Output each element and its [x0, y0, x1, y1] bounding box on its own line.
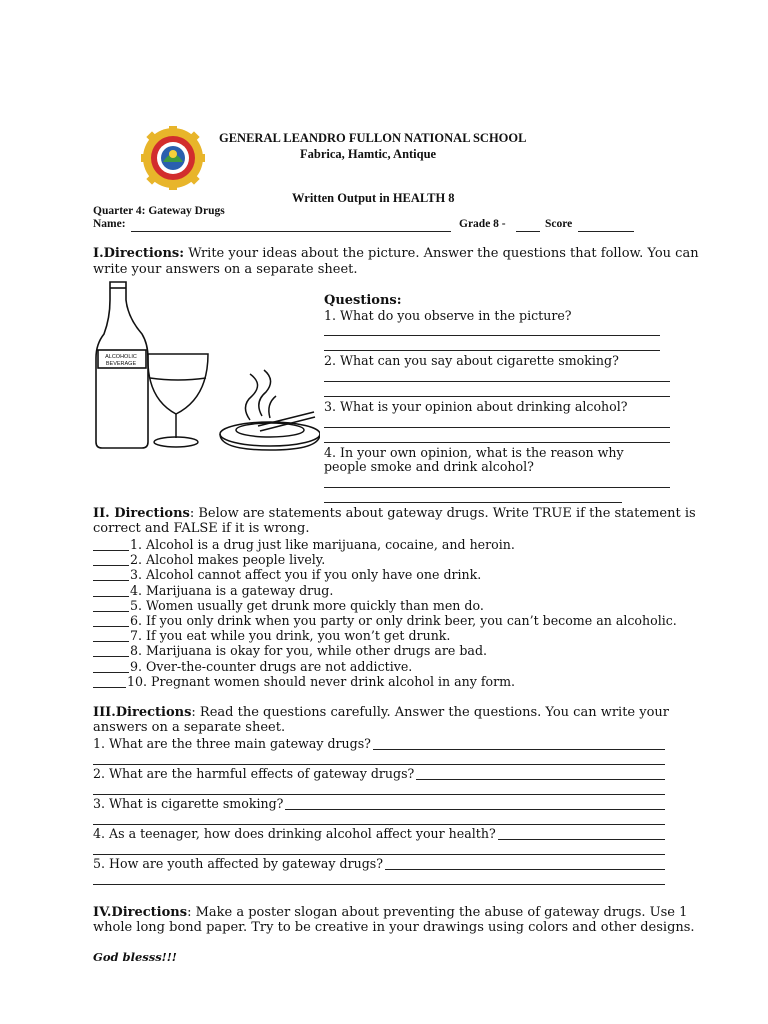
questions-heading: Questions:: [324, 293, 402, 308]
answer-line[interactable]: [498, 839, 665, 840]
part3-directions: [93, 705, 669, 720]
part3-question: 5. How are youth affected by gateway drugs?: [93, 856, 384, 871]
part3-question: 4. As a teenager, how does drinking alcohol affect your health?: [93, 826, 496, 841]
answer-line[interactable]: [324, 427, 670, 428]
part2-text-line2: correct and FALSE if it is wrong.: [93, 521, 310, 536]
part1-question-1: 1. What do you observe in the picture?: [324, 308, 572, 323]
answer-blank[interactable]: [93, 550, 129, 551]
true-false-item: 6. If you only drink when you party or only drink beer, you can’t become an alcoholic.: [130, 613, 677, 628]
answer-blank[interactable]: [93, 565, 129, 566]
score-label: Score: [545, 218, 573, 230]
part1-question-4-line1: 4. In your own opinion, what is the reason why: [324, 445, 624, 460]
answer-line[interactable]: [385, 869, 665, 870]
school-name: GENERAL LEANDRO FULLON NATIONAL SCHOOL: [219, 131, 527, 145]
bottle-glass-ashtray-illustration: [90, 278, 320, 460]
true-false-item: 1. Alcohol is a drug just like marijuana, cocaine, and heroin.: [130, 537, 515, 552]
school-logo: [141, 126, 205, 190]
answer-blank[interactable]: [93, 641, 129, 642]
answer-line[interactable]: [324, 381, 670, 382]
answer-line[interactable]: [285, 809, 665, 810]
part1-directions: [93, 246, 699, 261]
part4-directions: [93, 905, 687, 920]
true-false-item: 10. Pregnant women should never drink alcohol in any form.: [127, 673, 516, 689]
part1-heading: I.Directions:: [93, 246, 185, 261]
part1-text-line1: Write your ideas about the picture. Answer the questions that follow. You can: [188, 246, 699, 261]
answer-line[interactable]: [93, 794, 665, 795]
answer-line[interactable]: [324, 396, 670, 397]
name-label: Name:: [93, 218, 126, 230]
school-address: Fabrica, Hamtic, Antique: [300, 147, 437, 161]
name-field[interactable]: [131, 231, 451, 232]
answer-blank[interactable]: [93, 687, 126, 688]
part2-directions: [93, 506, 696, 521]
answer-line[interactable]: [93, 824, 665, 825]
true-false-item: 2. Alcohol makes people lively.: [130, 552, 326, 568]
answer-blank[interactable]: [93, 656, 129, 657]
part1-question-4-line2: people smoke and drink alcohol?: [324, 459, 534, 474]
school-seal-icon: [141, 126, 205, 190]
answer-line[interactable]: [324, 442, 670, 443]
part3-question: 3. What is cigarette smoking?: [93, 796, 284, 811]
answer-line[interactable]: [93, 764, 665, 765]
part3-text-line1: : Read the questions carefully. Answer the questions. You can write your: [191, 705, 670, 720]
part1-question-2: 2. What can you say about cigarette smoking?: [324, 353, 619, 368]
answer-line[interactable]: [324, 487, 670, 488]
part4-heading: IV.Directions: [93, 905, 188, 920]
part3-question: 2. What are the harmful effects of gateway drugs?: [93, 766, 415, 781]
true-false-item: 4. Marijuana is a gateway drug.: [130, 582, 334, 598]
answer-blank[interactable]: [93, 596, 129, 597]
part3-text-line2: answers on a separate sheet.: [93, 720, 286, 735]
answer-line[interactable]: [416, 779, 665, 780]
part1-question-3: 3. What is your opinion about drinking alcohol?: [324, 399, 628, 414]
answer-blank[interactable]: [93, 672, 129, 673]
bottle-label-line1: ALCOHOLIC: [105, 354, 137, 360]
answer-line[interactable]: [324, 335, 660, 336]
answer-blank[interactable]: [93, 611, 129, 612]
grade-label: Grade 8 -: [459, 218, 506, 230]
score-field[interactable]: [578, 231, 634, 232]
part4-text-line1: : Make a poster slogan about preventing the abuse of gateway drugs. Use 1: [187, 905, 688, 920]
true-false-item: 8. Marijuana is okay for you, while other drugs are bad.: [130, 643, 488, 659]
quarter-label: Quarter 4: Gateway Drugs: [93, 205, 225, 217]
answer-line[interactable]: [373, 749, 665, 750]
true-false-item: 5. Women usually get drunk more quickly than men do.: [130, 597, 484, 613]
answer-blank[interactable]: [93, 580, 129, 581]
answer-blank[interactable]: [93, 626, 129, 627]
part4-text-line2: whole long bond paper. Try to be creative in your drawings using colors and other designs.: [93, 920, 695, 935]
bottle-label-line2: BEVERAGE: [105, 361, 137, 367]
answer-line[interactable]: [324, 350, 660, 351]
part1-text-line2: write your answers on a separate sheet.: [93, 262, 358, 277]
true-false-item: 9. Over-the-counter drugs are not addictive.: [130, 658, 413, 674]
closing-note: God blesss!!!: [93, 950, 177, 964]
answer-line[interactable]: [93, 884, 665, 885]
ashtray-cigarette-icon: [220, 370, 320, 450]
part3-question: 1. What are the three main gateway drugs?: [93, 736, 371, 751]
true-false-item: 7. If you eat while you drink, you won’t get drunk.: [130, 628, 451, 644]
part2-text-line1: : Below are statements about gateway drugs. Write TRUE if the statement is: [189, 506, 696, 521]
answer-line[interactable]: [324, 502, 622, 503]
grade-section-field[interactable]: [516, 231, 540, 232]
part3-heading: III.Directions: [93, 705, 192, 720]
part2-heading: II. Directions: [93, 506, 190, 521]
true-false-item: 3. Alcohol cannot affect you if you only have one drink.: [130, 567, 482, 583]
answer-line[interactable]: [93, 854, 665, 855]
wine-glass-icon: [148, 354, 208, 447]
worksheet-title: Written Output in HEALTH 8: [292, 191, 455, 205]
